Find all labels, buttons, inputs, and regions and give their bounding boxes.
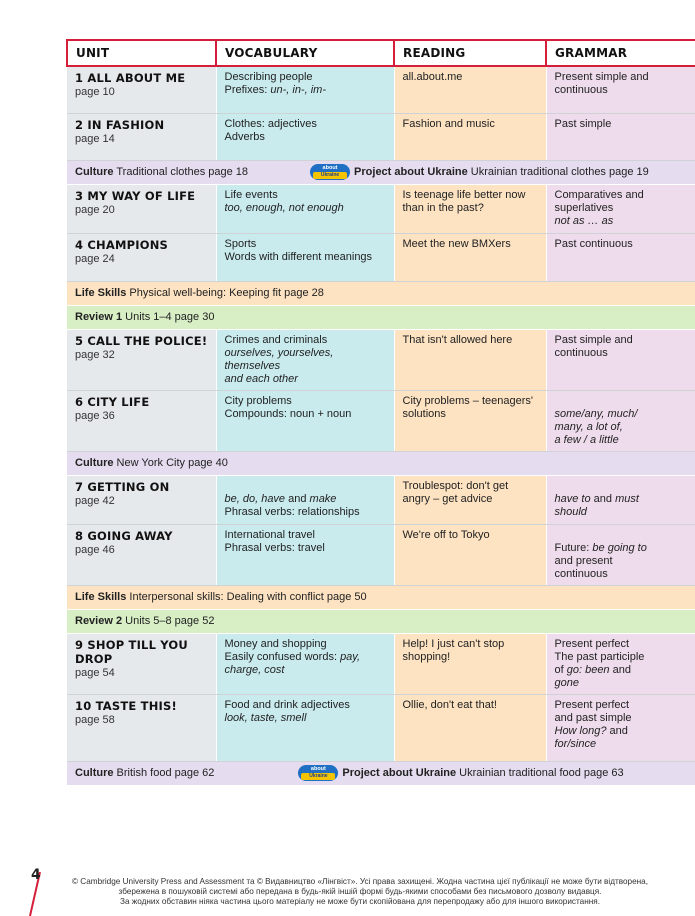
italic-text-run: How long? [554, 724, 607, 737]
band-label: Life Skills [75, 590, 127, 603]
unit-row [67, 113, 695, 160]
italic-text-run: gone [554, 676, 579, 689]
copyright-notice [40, 877, 680, 907]
italic-text-run: un-, in-, im- [270, 84, 326, 96]
text-line [403, 202, 538, 215]
grammar-cell [546, 390, 695, 451]
text-line [225, 84, 386, 97]
text-run: than in the past? [402, 201, 484, 214]
text-line [403, 395, 538, 408]
text-line [555, 215, 689, 228]
reading-cell [394, 184, 546, 233]
review-band-row [67, 305, 695, 329]
unit-title: 5 CALL THE POLICE! [75, 333, 208, 348]
text-run: Present simple and [554, 71, 649, 83]
text-run: Present perfect [554, 698, 630, 711]
grammar-cell [546, 66, 695, 113]
text-run: Easily confused words: [224, 650, 341, 663]
about-ukraine-badge-icon [310, 164, 350, 180]
text-line [403, 118, 538, 131]
text-line [555, 408, 689, 421]
text-line [403, 529, 538, 542]
unit-cell [67, 524, 216, 585]
text-run: Life events [224, 188, 278, 201]
header-row [67, 40, 695, 66]
italic-text-run: some/any, much/ [554, 407, 638, 420]
text-run: Crimes and criminals [224, 333, 328, 346]
text-line [225, 408, 386, 421]
text-run: The past participle [554, 650, 645, 663]
band-cell [67, 160, 695, 184]
text-line [555, 542, 689, 555]
text-run: continuous [554, 567, 608, 580]
text-run: solutions [402, 407, 446, 420]
unit-page-ref: page 32 [75, 348, 115, 361]
text-line [555, 651, 689, 664]
unit-page-ref: page 10 [75, 86, 115, 98]
life-band-row [67, 585, 695, 609]
unit-title: 3 MY WAY OF LIFE [75, 188, 196, 203]
band-label: Review 2 [75, 614, 123, 627]
unit-page-ref: page 36 [75, 409, 115, 422]
project-text: Ukrainian traditional clothes page 19 [467, 165, 649, 178]
unit-row [67, 524, 695, 585]
text-line [225, 71, 386, 84]
badge-top-text: about [322, 165, 338, 171]
unit-row [67, 184, 695, 233]
text-line [403, 638, 538, 651]
copyright-line: збережена в пошуковій системі або передана в будь-якій іншій формі будь-якими способами без письмового дозволу видавця. [118, 887, 602, 896]
unit-row [67, 694, 695, 761]
header-vocabulary: VOCABULARY [216, 40, 394, 66]
band-text: Traditional clothes page 18 [113, 165, 249, 178]
line-spacer [555, 480, 689, 493]
text-line [225, 699, 386, 712]
unit-title: 8 GOING AWAY [75, 528, 173, 543]
unit-title: 10 TASTE THIS! [75, 698, 177, 713]
unit-row [67, 233, 695, 281]
vocabulary-cell [216, 233, 394, 281]
text-run: continuous [554, 84, 608, 96]
text-run: superlatives [554, 201, 614, 214]
text-run: Present perfect [554, 637, 630, 650]
text-run: City problems – teenagers' [402, 394, 533, 407]
grammar-cell [546, 113, 695, 160]
life-band-row [67, 281, 695, 305]
text-line [225, 118, 386, 131]
text-run: and present [554, 554, 613, 567]
culture-band-row [67, 761, 695, 785]
text-run: Phrasal verbs: travel [224, 541, 325, 554]
reading-cell [394, 694, 546, 761]
italic-text-run: not as … as [554, 214, 614, 227]
text-run: Prefixes: [224, 84, 271, 96]
text-line [555, 84, 689, 97]
text-line [225, 638, 386, 651]
band-label: Culture [75, 165, 114, 178]
culture-band-row [67, 160, 695, 184]
band-text: New York City page 40 [113, 456, 228, 469]
unit-page-ref: page 20 [75, 203, 115, 216]
text-line [555, 568, 689, 581]
italic-text-run: ourselves, yourselves, themselves [224, 346, 334, 372]
text-line [555, 421, 689, 434]
text-run: Is teenage life better now [402, 188, 526, 201]
vocabulary-cell [216, 184, 394, 233]
project-text: Ukrainian traditional food page 63 [456, 766, 624, 779]
grammar-cell [546, 633, 695, 694]
unit-cell [67, 329, 216, 390]
band-label: Culture [75, 766, 114, 779]
text-run: and [606, 724, 628, 737]
text-line [555, 434, 689, 447]
unit-row [67, 475, 695, 524]
band-cell [67, 585, 695, 609]
unit-cell [67, 390, 216, 451]
text-run: Future: [554, 541, 593, 554]
text-line [225, 189, 386, 202]
text-line [555, 664, 689, 677]
text-run: Meet the new BMXers [402, 237, 511, 250]
grammar-cell [546, 184, 695, 233]
text-run: Ollie, don't eat that! [402, 698, 497, 711]
vocabulary-cell [216, 633, 394, 694]
unit-cell [67, 633, 216, 694]
unit-page-ref: page 14 [75, 132, 115, 145]
text-line [225, 493, 386, 506]
text-line [403, 480, 538, 493]
text-run: and past simple [554, 711, 632, 724]
unit-page-ref: page 58 [75, 713, 115, 726]
unit-row [67, 633, 695, 694]
text-run: and [609, 663, 631, 676]
text-run: Clothes: adjectives [224, 117, 317, 130]
band-label: Culture [75, 456, 114, 469]
band-cell [67, 305, 695, 329]
italic-text-run: many, a lot of, [554, 420, 623, 433]
reading-cell [394, 233, 546, 281]
band-text: Units 5–8 page 52 [122, 614, 215, 627]
reading-cell [394, 66, 546, 113]
text-line [225, 651, 386, 664]
italic-text-run: have to [554, 492, 591, 505]
text-run: Words with different meanings [224, 250, 373, 263]
band-cell [67, 451, 695, 475]
text-line [225, 529, 386, 542]
text-run: of [554, 663, 567, 676]
unit-row [67, 390, 695, 451]
text-line [225, 131, 386, 144]
header-unit: UNIT [67, 40, 216, 66]
text-run: City problems [224, 394, 292, 407]
reading-cell [394, 390, 546, 451]
text-line [225, 712, 386, 725]
text-run: Phrasal verbs: relationships [224, 505, 360, 518]
band-text: Physical well-being: Keeping fit page 28 [126, 286, 324, 299]
italic-text-run: a few / a little [554, 433, 619, 446]
text-run: Describing people [224, 71, 313, 83]
vocabulary-cell [216, 113, 394, 160]
vocabulary-cell [216, 66, 394, 113]
text-line [403, 699, 538, 712]
text-line [225, 334, 386, 347]
text-line [555, 506, 689, 519]
band-label: Life Skills [75, 286, 127, 299]
vocabulary-cell [216, 329, 394, 390]
italic-text-run: too, enough, not enough [224, 201, 344, 214]
text-line [403, 238, 538, 251]
badge-bottom-text: Ukraine [313, 172, 347, 179]
italic-text-run: be, do, have [224, 492, 286, 505]
unit-row [67, 66, 695, 113]
unit-title: 6 CITY LIFE [75, 394, 150, 409]
text-line [555, 71, 689, 84]
unit-row [67, 329, 695, 390]
text-line [403, 408, 538, 421]
text-line [225, 251, 386, 264]
text-line [403, 189, 538, 202]
text-run: Help! I just can't stop [402, 637, 505, 650]
unit-page-ref: page 42 [75, 494, 115, 507]
text-run: Past continuous [554, 237, 633, 250]
unit-title: 7 GETTING ON [75, 479, 170, 494]
text-line [225, 395, 386, 408]
text-run: Past simple [554, 117, 612, 130]
review-band-row [67, 609, 695, 633]
text-line [555, 712, 689, 725]
text-run: Past simple and [554, 333, 633, 346]
text-line [403, 334, 538, 347]
italic-text-run: look, taste, smell [224, 711, 307, 724]
text-run: Food and drink adjectives [224, 698, 350, 711]
reading-cell [394, 524, 546, 585]
page-number: 4 [31, 867, 41, 883]
vocabulary-cell [216, 390, 394, 451]
text-line [555, 677, 689, 690]
line-spacer [555, 395, 689, 408]
unit-page-ref: page 54 [75, 666, 115, 679]
text-line [225, 373, 386, 386]
unit-title: 1 ALL ABOUT ME [75, 71, 186, 85]
text-run: We're off to Tokyo [402, 528, 490, 541]
text-run: Adverbs [224, 130, 265, 143]
text-line [555, 638, 689, 651]
text-line [555, 347, 689, 360]
text-run: continuous [554, 346, 608, 359]
badge-top-text: about [310, 766, 326, 772]
italic-text-run: must [615, 492, 639, 505]
reading-cell [394, 633, 546, 694]
band-text: Units 1–4 page 30 [122, 310, 215, 323]
contents-table [66, 39, 695, 786]
copyright-line: © Cambridge University Press and Assessment та © Видавництво «Лінгвіст». Усі права захищені. Жодна частина цієї публікації не може бути відтворена, [71, 877, 649, 886]
text-run: Compounds: noun + noun [224, 407, 352, 420]
text-line [403, 651, 538, 664]
grammar-cell [546, 694, 695, 761]
text-run: and [285, 492, 310, 505]
text-line [403, 71, 538, 84]
text-run: Sports [224, 237, 257, 250]
unit-title: 9 SHOP TILL YOU DROP [75, 637, 188, 666]
text-line [555, 725, 689, 738]
grammar-cell [546, 524, 695, 585]
unit-title: 2 IN FASHION [75, 117, 165, 132]
culture-band-row [67, 451, 695, 475]
text-line [555, 118, 689, 131]
unit-page-ref: page 46 [75, 543, 115, 556]
text-line [555, 738, 689, 751]
band-text: British food page 62 [113, 766, 215, 779]
text-line [555, 699, 689, 712]
grammar-cell [546, 475, 695, 524]
line-spacer [225, 480, 386, 493]
text-run: angry – get advice [402, 492, 493, 505]
text-run: Comparatives and [554, 188, 644, 201]
badge-bottom-text: Ukraine [301, 773, 335, 780]
text-line [555, 493, 689, 506]
about-ukraine-badge-icon [298, 765, 338, 781]
text-line [225, 238, 386, 251]
italic-text-run: should [554, 505, 587, 518]
text-line [403, 493, 538, 506]
text-run: all.about.me [402, 71, 463, 83]
italic-text-run: and each other [224, 372, 298, 385]
unit-cell [67, 184, 216, 233]
text-run: shopping! [402, 650, 451, 663]
text-run: International travel [224, 528, 315, 541]
text-line [555, 238, 689, 251]
reading-cell [394, 113, 546, 160]
text-line [555, 202, 689, 215]
unit-cell [67, 113, 216, 160]
text-line [555, 555, 689, 568]
header-grammar: GRAMMAR [546, 40, 695, 66]
copyright-line: За жодних обставин ніяка частина цього матеріалу не може бути скопійована для перепродажу або для іншого використання. [120, 897, 600, 906]
header-reading: READING [394, 40, 546, 66]
text-run: Troublespot: don't get [402, 479, 509, 492]
reading-cell [394, 329, 546, 390]
text-line [225, 347, 386, 373]
unit-cell [67, 66, 216, 113]
band-cell [67, 761, 695, 785]
grammar-cell [546, 233, 695, 281]
text-line [225, 202, 386, 215]
text-run: That isn't allowed here [402, 333, 513, 346]
band-text: Interpersonal skills: Dealing with conflict page 50 [126, 590, 367, 603]
italic-text-run: be going to [592, 541, 647, 554]
reading-cell [394, 475, 546, 524]
italic-text-run: make [309, 492, 337, 505]
text-run: Fashion and music [402, 117, 495, 130]
italic-text-run: charge, cost [224, 663, 285, 676]
text-line [555, 334, 689, 347]
unit-title: 4 CHAMPIONS [75, 237, 169, 252]
text-line [225, 664, 386, 677]
unit-page-ref: page 24 [75, 252, 115, 265]
band-label: Review 1 [75, 310, 123, 323]
text-line [225, 506, 386, 519]
text-line [225, 542, 386, 555]
italic-text-run: go: been [566, 663, 610, 676]
text-run: Money and shopping [224, 637, 327, 650]
line-spacer [555, 529, 689, 542]
grammar-cell [546, 329, 695, 390]
vocabulary-cell [216, 475, 394, 524]
italic-text-run: for/since [554, 737, 597, 750]
unit-cell [67, 694, 216, 761]
text-line [555, 189, 689, 202]
vocabulary-cell [216, 524, 394, 585]
contents-body [67, 66, 695, 785]
band-cell [67, 609, 695, 633]
band-cell [67, 281, 695, 305]
project-label: Project about Ukraine [342, 766, 457, 779]
italic-text-run: pay, [340, 650, 361, 663]
text-run: and [590, 492, 616, 505]
project-label: Project about Ukraine [354, 165, 468, 178]
vocabulary-cell [216, 694, 394, 761]
unit-cell [67, 233, 216, 281]
unit-cell [67, 475, 216, 524]
